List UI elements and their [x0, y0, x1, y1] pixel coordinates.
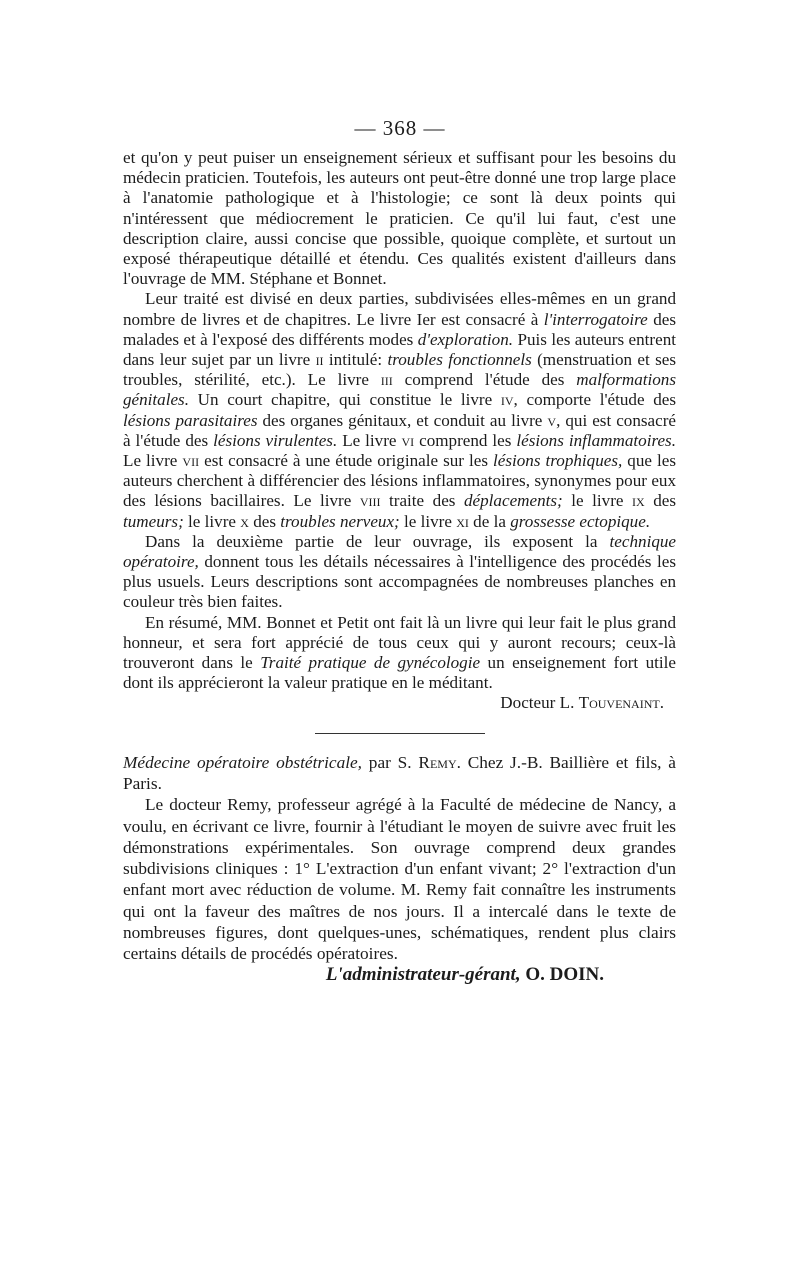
review1-paragraph-4: En résumé, MM. Bonnet et Petit ont fait là un livre qui leur fait le plus grand honneur, et sera fort apprécié de tous ceux qui y auront recours; ceux-là trouveront dans le Traité pratique de gynécologie un enseignement fort utile dont ils apprécieront la valeur pratique en le méditant. — [123, 612, 677, 693]
review1-signature: Docteur L. Touvenaint. — [500, 693, 664, 713]
review2-paragraph-1: Le docteur Remy, professeur agrégé à la Faculté de médecine de Nancy, a voulu, en écrivant ce livre, fournir à l'étudiant le moyen de suivre avec fruit les démonstrations expérimentales. Son ouvrage comprend deux grandes subdivisions cliniques : 1° L'extraction d'un enfant vivant; 2° l'extraction d'un enfant mort avec réduction de volume. M. Remy fait connaître les instruments qui ont la faveur des maîtres de nos jours. Il a intercalé dans le texte de nombreuses figures, dont quelques-unes, schématiques, rendent plus clairs certains détails de procédés opératoires. — [123, 795, 676, 964]
review2-heading: Médecine opératoire obstétricale, par S. Remy. Chez J.-B. Baillière et fils, à Paris. — [123, 752, 676, 793]
closing-signature: L'administrateur-gérant, O. DOIN. — [325, 963, 604, 985]
page-number: — 368 — — [354, 116, 446, 140]
review1-paragraph-1: et qu'on y peut puiser un enseignement sérieux et suffisant pour les besoins du médecin praticien. Toutefois, les auteurs ont peut-être donné une trop large place à l'anatomie pathologique et à l'histologie; ce sont là deux points qui n'intéressent que médiocrement le praticien. Ce qu'il lui faut, c'est une description claire, aussi concise que possible, quoique complète, et surtout un exposé thérapeutique détaillé et étendu. Ces qualités existent d'ailleurs dans l'ouvrage de MM. Stéphane et Bonnet. — [123, 148, 676, 289]
body-text — [123, 148, 676, 985]
review1-paragraph-2: Leur traité est divisé en deux parties, subdivisées elles-mêmes en un grand nombre de livres et de chapitres. Le livre Ier est consacré à l'interrogatoire des malades et à l'exposé des différents modes d'exploration. Puis les auteurs entrent dans leur sujet par un livre ii intitulé: troubles fonctionnels (menstruation et ses troubles, stérilité, etc.). Le livre iii comprend l'étude des malformations génitales. Un court chapitre, qui constitue le livre iv, comporte l'étude des lésions parasitaires des organes génitaux, et conduit au livre v, qui est consacré à l'étude des lésions virulentes. Le livre vi comprend les lésions inflammatoires. Le livre vii est consacré à une étude originale sur les lésions trophiques, que les auteurs cherchent à différencier des lésions inflammatoires, synonymes pour eux des lésions bacillaires. Le livre viii traite des déplacements; le livre ix des tumeurs; le livre x des troubles nerveux; le livre xi de la grossesse ectopique. — [123, 289, 677, 531]
review2 — [123, 752, 676, 965]
review2-title: Médecine opératoire obstétricale, — [123, 752, 362, 772]
review1-paragraph-3: Dans la deuxième partie de leur ouvrage, ils exposent la technique opératoire, donnent tous les détails nécessaires à l'intelligence des procédés les plus usuels. Leurs descriptions sont accompagnées de nombreuses planches en couleur très bien faites. — [123, 531, 676, 612]
section-divider — [315, 733, 485, 734]
